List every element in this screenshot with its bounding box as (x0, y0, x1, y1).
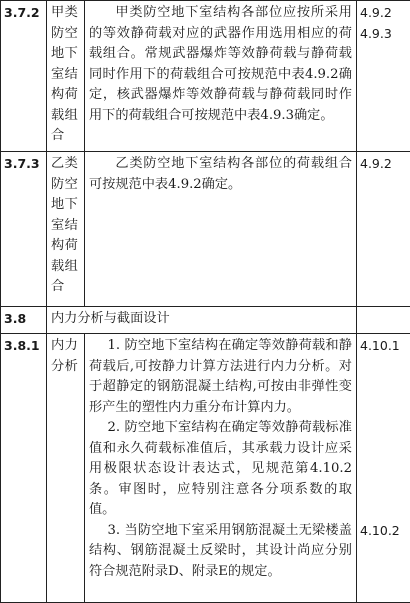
clause-text: 乙类防空地下室结构各部位的荷载组合可按规范中表4.9.2确定。 (89, 154, 352, 195)
clause-references (357, 334, 410, 603)
clause-paragraph: 3. 当防空地下室采用钢筋混凝土无梁楼盖结构、钢筋混凝土反梁时，其设计尚应分别符合规范附录D、附录E的规定。 (89, 521, 352, 583)
section-number: 3.8 (1, 307, 47, 334)
clause-paragraph: 1. 防空地下室结构在确定等效静荷载和静荷载后,可按静力计算方法进行内力分析。对于超静定的钢筋混凝土结构,可按由非弹性变形产生的塑性内力重分布计算内力。 (89, 336, 352, 418)
table-row (1, 152, 410, 307)
reference-item: 4.9.3 (360, 24, 410, 45)
section-header-row (1, 307, 410, 334)
clause-number: 3.8.1 (1, 334, 47, 603)
clause-references (357, 1, 410, 152)
reference-item: 4.9.2 (360, 3, 410, 24)
section-title: 内力分析与截面设计 (47, 307, 357, 334)
reference-item: 4.10.1 (360, 336, 410, 357)
clause-title: 内力分析 (47, 334, 85, 603)
clause-number: 3.7.3 (1, 152, 47, 307)
table-row (1, 334, 410, 603)
clause-references (357, 152, 410, 307)
clause-paragraph: 2. 防空地下室结构在确定等效静荷载标准值和永久荷载标准值后，其承载力设计应采用极限状态设计表达式，见规范第4.10.2条。审图时，应特别注意各分项系数的取值。 (89, 418, 352, 521)
clause-title: 甲类防空地下室结构荷载组合 (47, 1, 85, 152)
clause-body (85, 152, 357, 307)
clause-references (357, 307, 410, 334)
reference-spacer (360, 357, 410, 521)
reference-item: 4.10.2 (360, 521, 410, 542)
clause-number: 3.7.2 (1, 1, 47, 152)
clause-body (85, 1, 357, 152)
clause-text: 甲类防空地下室结构各部位应按所采用的等效静荷载对应的武器作用选用相应的荷载组合。常规武器爆炸等效静荷载与静荷载同时作用下的荷载组合可按规范中表4.9.2确定，核武器爆炸等效静荷载与静荷载同时作用下的荷载组合可按规范中表4.9.3确定。 (89, 3, 352, 126)
table-row (1, 1, 410, 152)
clause-body (85, 334, 357, 603)
clause-title: 乙类防空地下室结构荷载组合 (47, 152, 85, 307)
reference-item: 4.9.2 (360, 154, 410, 175)
